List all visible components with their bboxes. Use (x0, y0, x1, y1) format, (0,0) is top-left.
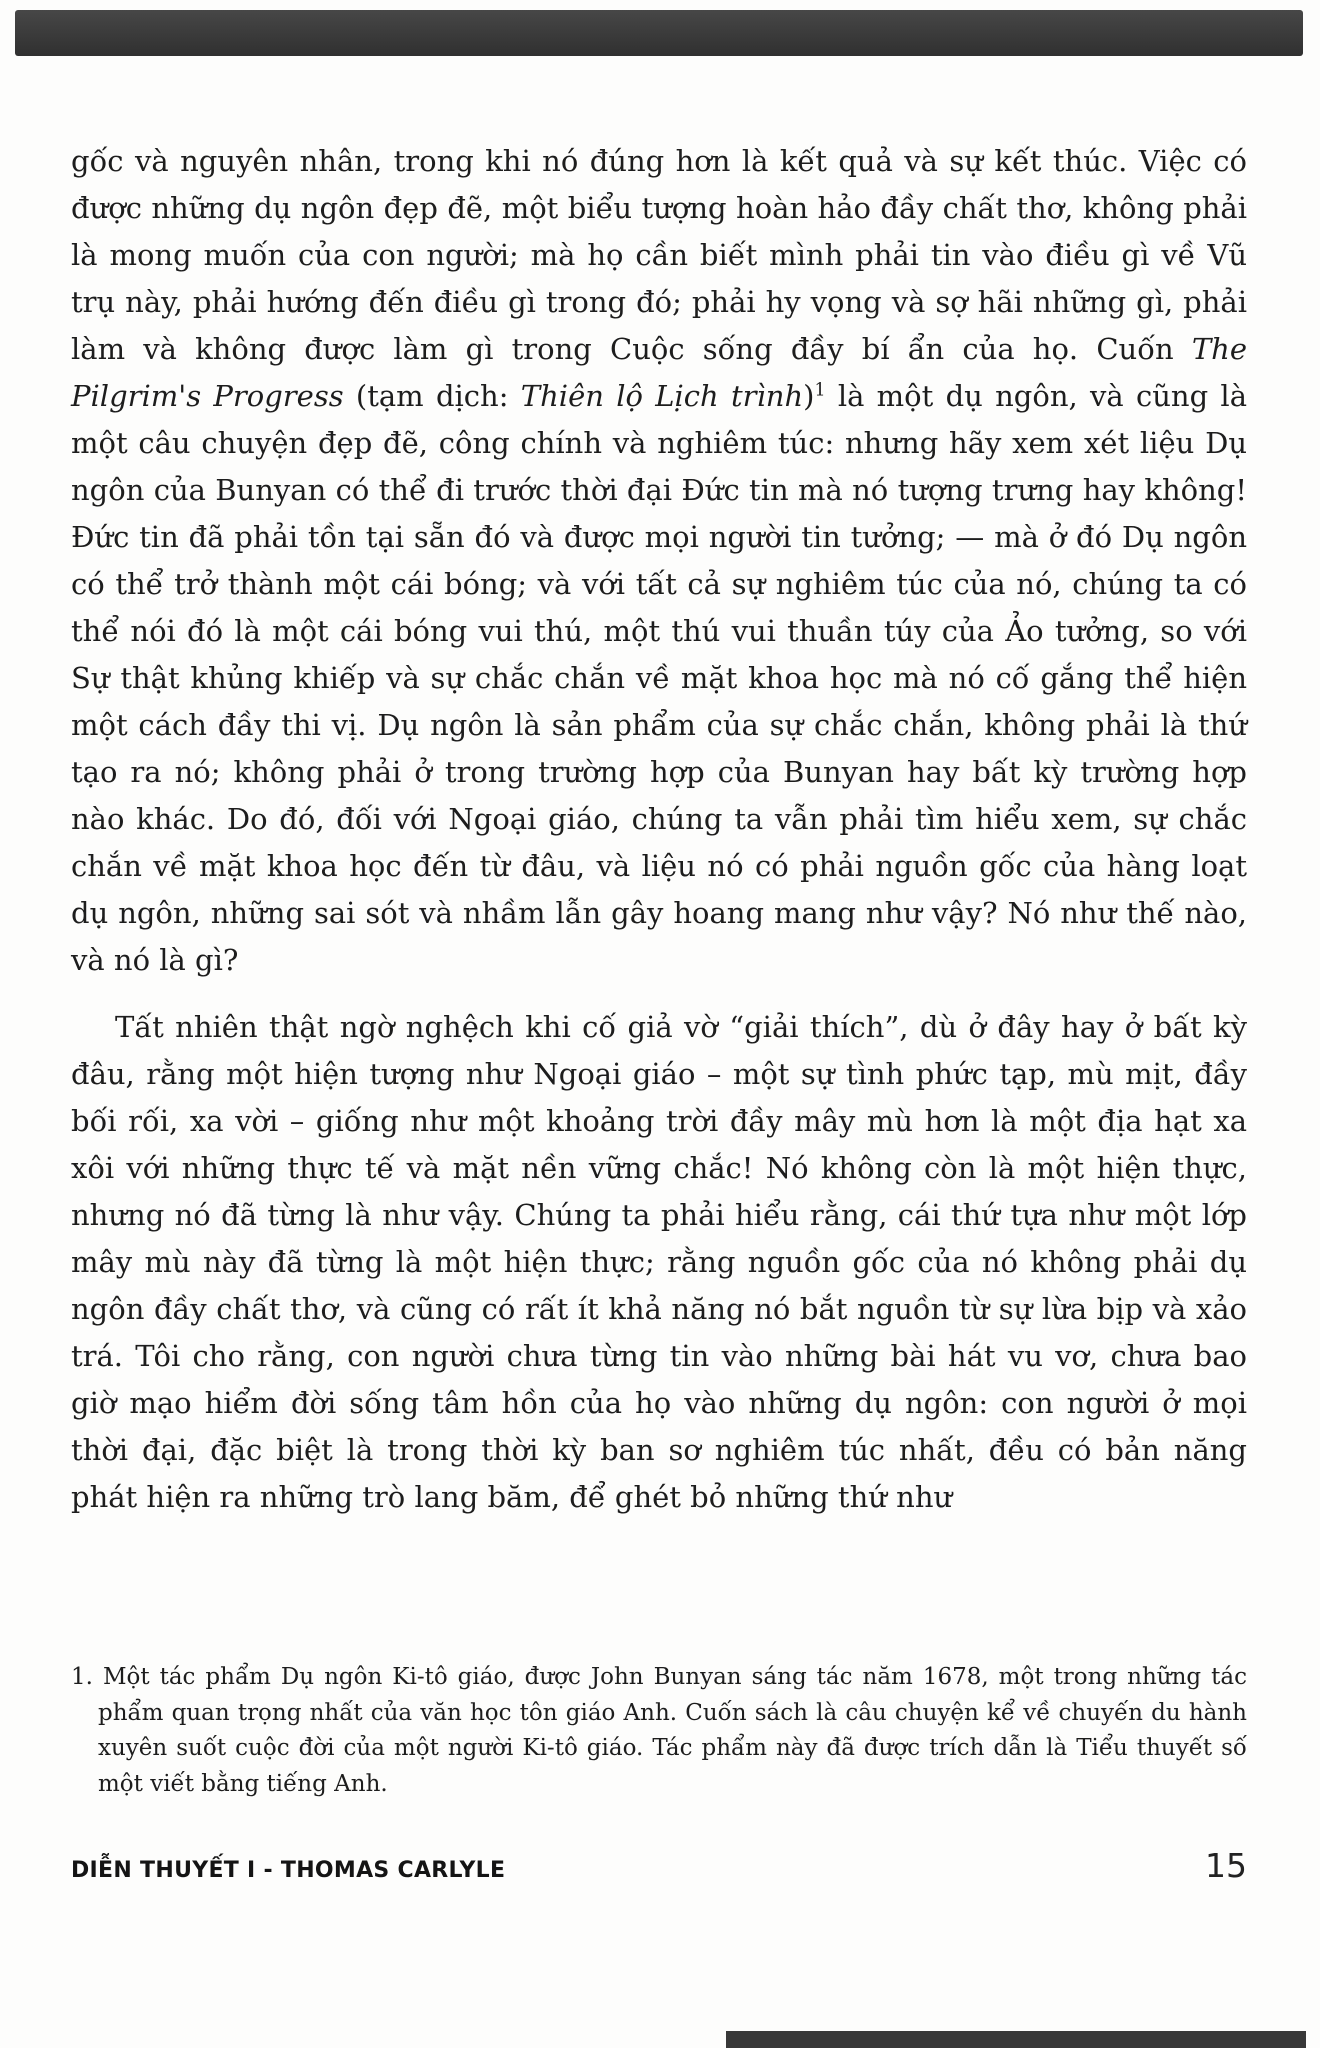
page-body (71, 138, 1247, 1521)
paragraph-1-text-c: ) (803, 379, 815, 413)
page-number: 15 (1205, 1846, 1247, 1885)
book-title-translation: Thiên lộ Lịch trình (520, 379, 804, 413)
paragraph-2: Tất nhiên thật ngờ nghệch khi cố giả vờ “giải thích”, dù ở đây hay ở bất kỳ đâu, rằng một hiện tượng như Ngoại giáo – một sự tình phức tạp, mù mịt, đầy bối rối, xa vời – giống như một khoảng trời đầy mây mù hơn là một địa hạt xa xôi với những thực tế và mặt nền vững chắc! Nó không còn là một hiện thực, nhưng nó đã từng là như vậy. Chúng ta phải hiểu rằng, cái thứ tựa như một lớp mây mù này đã từng là một hiện thực; rằng nguồn gốc của nó không phải dụ ngôn đầy chất thơ, và cũng có rất ít khả năng nó bắt nguồn từ sự lừa bịp và xảo trá. Tôi cho rằng, con người chưa từng tin vào những bài hát vu vơ, chưa bao giờ mạo hiểm đời sống tâm hồn của họ vào những dụ ngôn: con người ở mọi thời đại, đặc biệt là trong thời kỳ ban sơ nghiêm túc nhất, đều có bản năng phát hiện ra những trò lang băm, để ghét bỏ những thứ như (71, 1010, 1247, 1514)
footnote-reference-1: 1 (814, 380, 826, 401)
running-footer-book-title: DIỄN THUYẾT I - THOMAS CARLYLE (71, 1858, 506, 1883)
paragraph-1-text-b: (tạm dịch: (343, 379, 521, 413)
paragraph-1 (71, 138, 1247, 984)
scan-artifact-bottom-bar (726, 2031, 1306, 2048)
footnote-section (71, 1660, 1247, 1802)
paragraph-1-text-d: là một dụ ngôn, và cũng là một câu chuyện đẹp đẽ, công chính và nghiêm túc: nhưng hãy xem xét liệu Dụ ngôn của Bunyan có thể đi trước thời đại Đức tin mà nó tượng trưng hay không! Đức tin đã phải tồn tại sẵn đó và được mọi người tin tưởng; — mà ở đó Dụ ngôn có thể trở thành một cái bóng; và với tất cả sự nghiêm túc của nó, chúng ta có thể nói đó là một cái bóng vui thú, một thú vui thuần túy của Ảo tưởng, so với Sự thật khủng khiếp và sự chắc chắn về mặt khoa học mà nó cố gắng thể hiện một cách đầy thi vị. Dụ ngôn là sản phẩm của sự chắc chắn, không phải là thứ tạo ra nó; không phải ở trong trường hợp của Bunyan hay bất kỳ trường hợp nào khác. Do đó, đối với Ngoại giáo, chúng ta vẫn phải tìm hiểu xem, sự chắc chắn về mặt khoa học đến từ đâu, và liệu nó có phải nguồn gốc của hàng loạt dụ ngôn, những sai sót và nhầm lẫn gây hoang mang như vậy? Nó như thế nào, và nó là gì? (71, 379, 1247, 977)
book-title-pilgrims-progress: The Pilgrim's Progress (71, 332, 1247, 413)
paragraph-1-text-a: gốc và nguyên nhân, trong khi nó đúng hơn là kết quả và sự kết thúc. Việc có được những dụ ngôn đẹp đẽ, một biểu tượng hoàn hảo đầy chất thơ, không phải là mong muốn của con người; mà họ cần biết mình phải tin vào điều gì về Vũ trụ này, phải hướng đến điều gì trong đó; phải hy vọng và sợ hãi những gì, phải làm và không được làm gì trong Cuộc sống đầy bí ẩn của họ. Cuốn (71, 144, 1247, 366)
footnote-1-text: 1. Một tác phẩm Dụ ngôn Ki-tô giáo, được John Bunyan sáng tác năm 1678, một trong những tác phẩm quan trọng nhất của văn học tôn giáo Anh. Cuốn sách là câu chuyện kể về chuyến du hành xuyên suốt cuộc đời của một người Ki-tô giáo. Tác phẩm này đã được trích dẫn là Tiểu thuyết số một viết bằng tiếng Anh. (71, 1664, 1247, 1797)
scan-artifact-top-bar (15, 10, 1303, 56)
page-footer (71, 1846, 1247, 1885)
